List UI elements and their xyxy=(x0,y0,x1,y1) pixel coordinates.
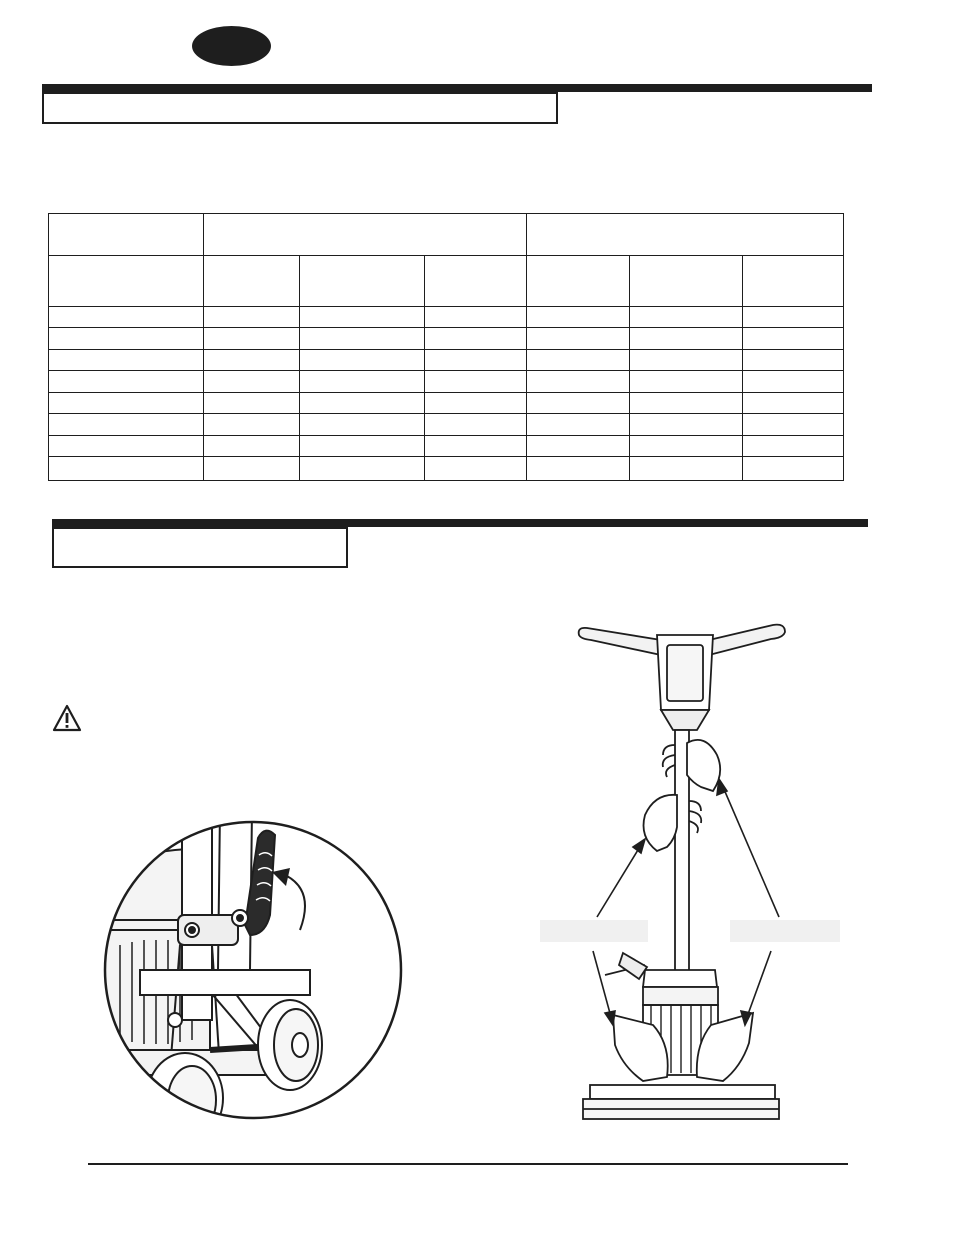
table-cell xyxy=(204,435,300,457)
table-cell xyxy=(204,306,300,328)
table-cell xyxy=(527,349,630,371)
table-cell xyxy=(300,328,425,350)
table-row xyxy=(49,435,844,457)
table-cell xyxy=(630,414,743,436)
table-cell xyxy=(49,328,204,350)
table-cell xyxy=(527,371,630,393)
table-cell xyxy=(630,255,743,306)
table-cell xyxy=(425,349,527,371)
table-cell xyxy=(204,392,300,414)
table-cell xyxy=(527,392,630,414)
table-row xyxy=(49,457,844,481)
section-rule-top xyxy=(42,84,872,92)
table-cell xyxy=(630,349,743,371)
table-cell xyxy=(300,435,425,457)
table-cell xyxy=(300,255,425,306)
table-cell xyxy=(425,392,527,414)
table-cell xyxy=(743,328,844,350)
table-cell xyxy=(630,328,743,350)
table-subheader-row xyxy=(49,255,844,306)
table-cell xyxy=(630,457,743,481)
table-cell xyxy=(743,414,844,436)
section-title-box xyxy=(42,92,558,124)
table-cell xyxy=(49,255,204,306)
table-row xyxy=(49,349,844,371)
table-cell xyxy=(300,392,425,414)
table-cell xyxy=(527,414,630,436)
table-cell xyxy=(49,306,204,328)
table-cell xyxy=(630,392,743,414)
table-cell xyxy=(743,255,844,306)
table-cell xyxy=(630,435,743,457)
table-cell xyxy=(527,435,630,457)
table-cell xyxy=(743,371,844,393)
table-cell xyxy=(743,392,844,414)
table-cell xyxy=(743,349,844,371)
table-cell xyxy=(300,349,425,371)
table-cell xyxy=(49,414,204,436)
table-header-row xyxy=(49,214,844,256)
table-cell xyxy=(425,435,527,457)
table-row xyxy=(49,306,844,328)
table-cell xyxy=(743,435,844,457)
language-badge xyxy=(192,26,271,66)
table-cell xyxy=(204,255,300,306)
handle-lever-detail-illustration xyxy=(100,820,410,1125)
table-cell xyxy=(49,392,204,414)
table-cell xyxy=(49,349,204,371)
table-cell xyxy=(204,371,300,393)
table-cell xyxy=(425,328,527,350)
warning-triangle-icon xyxy=(52,704,82,732)
table-cell xyxy=(204,328,300,350)
table-cell xyxy=(527,457,630,481)
section-title-box xyxy=(52,527,348,568)
label-box-left xyxy=(540,920,648,942)
table-cell xyxy=(743,306,844,328)
table-cell xyxy=(425,371,527,393)
table-cell xyxy=(49,371,204,393)
table-cell xyxy=(527,328,630,350)
table-header-cell xyxy=(49,214,204,256)
table-row xyxy=(49,414,844,436)
specification-table xyxy=(48,213,844,481)
table-cell xyxy=(300,306,425,328)
table-cell xyxy=(300,371,425,393)
table-cell xyxy=(425,255,527,306)
table-cell xyxy=(743,457,844,481)
label-box-right xyxy=(730,920,840,942)
table-row xyxy=(49,371,844,393)
section-rule-middle xyxy=(52,519,868,527)
table-cell xyxy=(204,414,300,436)
table-cell xyxy=(204,457,300,481)
table-group-header xyxy=(527,214,844,256)
table-cell xyxy=(300,457,425,481)
table-cell xyxy=(425,306,527,328)
machine-lifting-illustration xyxy=(535,615,845,1125)
table-cell xyxy=(425,414,527,436)
table-cell xyxy=(49,457,204,481)
footer-rule xyxy=(88,1163,848,1165)
table-group-header xyxy=(204,214,527,256)
table-cell xyxy=(527,255,630,306)
table-cell xyxy=(204,349,300,371)
table-cell xyxy=(300,414,425,436)
table-row xyxy=(49,392,844,414)
table-cell xyxy=(425,457,527,481)
table-cell xyxy=(49,435,204,457)
table-cell xyxy=(527,306,630,328)
table-cell xyxy=(630,306,743,328)
table-cell xyxy=(630,371,743,393)
table-row xyxy=(49,328,844,350)
